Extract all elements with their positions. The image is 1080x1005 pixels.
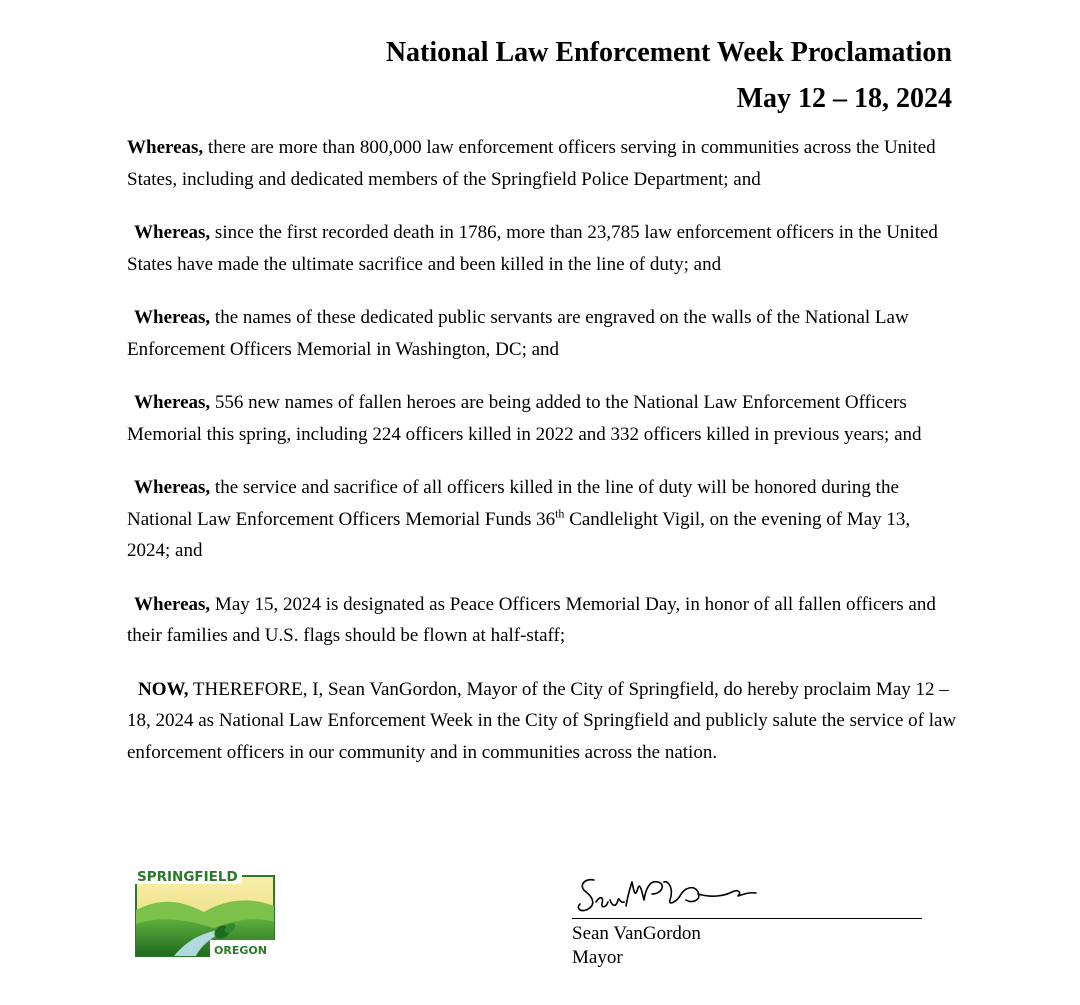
springfield-oregon-logo — [134, 866, 276, 958]
paragraph-text: there are more than 800,000 law enforcement officers serving in communities across the United States, including and dedicated members of the Springfield Police Department; and — [127, 137, 936, 190]
paragraph-text: May 15, 2024 is designated as Peace Officers Memorial Day, in honor of all fallen officers and their families and U.S. flags should be flown at half-staff; — [127, 593, 936, 646]
whereas-paragraph — [127, 387, 957, 450]
paragraph-lead: Whereas, — [127, 137, 204, 158]
whereas-paragraph — [127, 302, 957, 365]
now-therefore-paragraph — [127, 674, 957, 769]
paragraph-text: 556 new names of fallen heroes are being added to the National Law Enforcement Officers Memorial this spring, including 224 officers killed in 2022 and 332 officers killed in previous years; and — [127, 392, 922, 445]
logo-bottom-text: OREGON — [214, 944, 267, 957]
ordinal-superscript: th — [555, 506, 565, 521]
paragraph-text: the service and sacrifice of all officers killed in the line of duty will be honored during the National Law Enforcement Officers Memorial Funds 36 — [127, 477, 899, 530]
paragraph-lead: Whereas, — [134, 392, 211, 413]
whereas-paragraph — [127, 472, 957, 567]
proclamation-body — [127, 132, 957, 790]
paragraph-text: since the first recorded death in 1786, more than 23,785 law enforcement officers in the United States have made the ultimate sacrifice and been killed in the line of duty; and — [127, 222, 938, 275]
proclamation-date: May 12 – 18, 2024 — [736, 83, 952, 114]
paragraph-lead: Whereas, — [134, 222, 211, 243]
paragraph-lead: Whereas, — [134, 477, 211, 498]
proclamation-title: National Law Enforcement Week Proclamation — [385, 37, 952, 68]
paragraph-lead: Whereas, — [134, 307, 211, 328]
whereas-paragraph — [127, 217, 957, 280]
signer-name: Sean VanGordon — [572, 923, 701, 944]
whereas-paragraph — [127, 589, 957, 652]
signature-line — [572, 918, 922, 919]
whereas-paragraph — [127, 132, 957, 195]
logo-top-text: SPRINGFIELD — [137, 869, 238, 885]
signer-title: Mayor — [572, 947, 623, 968]
paragraph-text: THEREFORE, I, Sean VanGordon, Mayor of the City of Springfield, do hereby proclaim May 12 – 18, 2024 as National Law Enforcement Week in the City of Springfield and publicly salute the service of law enforcement officers in our community and in communities across the nation. — [127, 678, 957, 763]
paragraph-lead: NOW, — [138, 678, 189, 700]
paragraph-text: the names of these dedicated public servants are engraved on the walls of the National Law Enforcement Officers Memorial in Washington, DC; and — [127, 307, 909, 360]
paragraph-lead: Whereas, — [134, 593, 211, 615]
paragraph-text-continued: Candlelight Vigil, on the evening of May 13, 2024; and — [127, 508, 911, 561]
mayor-signature — [572, 858, 782, 920]
